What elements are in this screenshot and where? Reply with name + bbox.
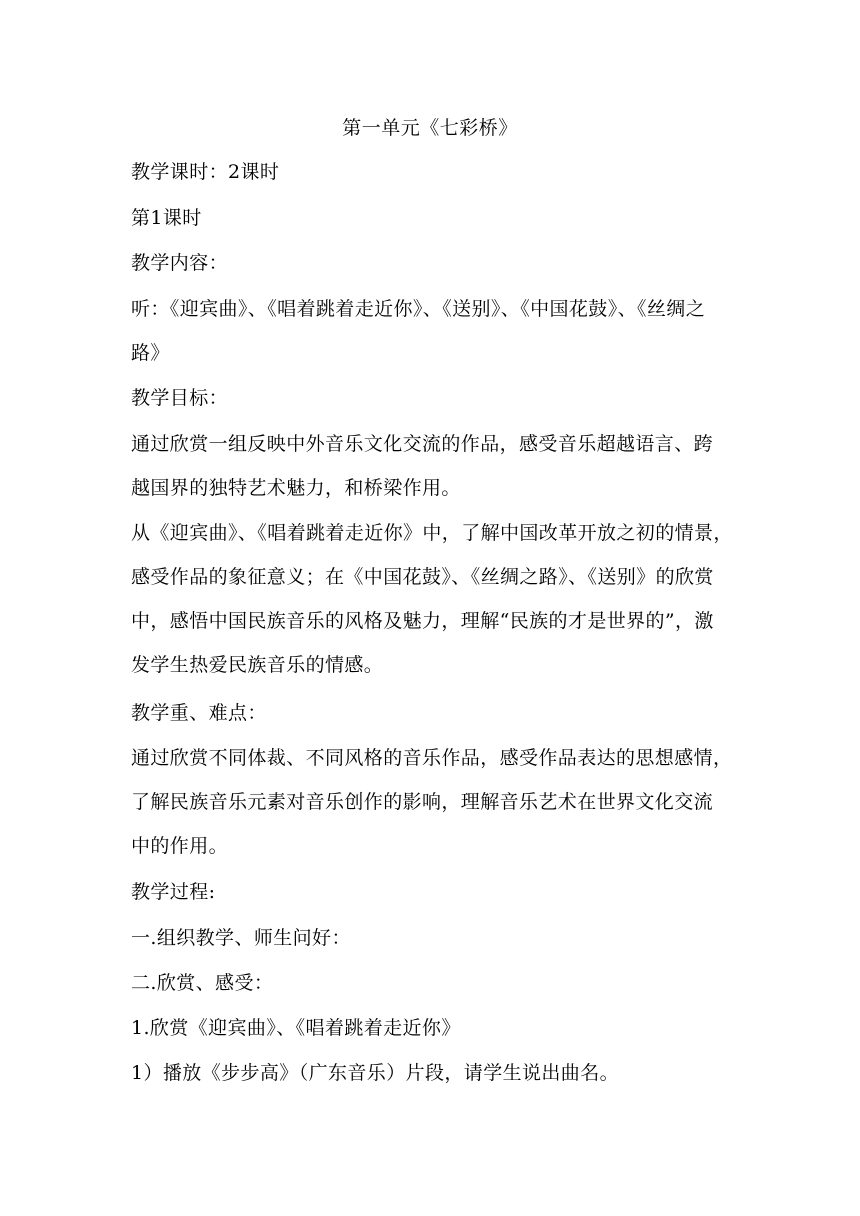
process-heading: 教学过程:: [131, 881, 216, 903]
process-step-2-1-1: 1）播放《步步高》（广东音乐）片段，请学生说出曲名。: [131, 1062, 619, 1084]
teaching-hours: 教学课时：2课时: [131, 161, 280, 183]
lesson-number: 第1课时: [131, 207, 202, 229]
goal-line: 中，感悟中国民族音乐的风格及魅力，理解“民族的才是世界的”，激: [131, 610, 714, 632]
goal-paragraph-1: [131, 429, 731, 517]
goal-heading: 教学目标：: [131, 387, 229, 409]
goal-line: 通过欣赏一组反映中外音乐文化交流的作品，感受音乐超越语言、跨: [131, 433, 714, 455]
key-line: 中的作用。: [131, 835, 229, 857]
key-line: 了解民族音乐元素对音乐创作的影响，理解音乐艺术在世界文化交流: [131, 791, 714, 813]
key-points-heading: 教学重、难点：: [131, 702, 267, 724]
goal-line: 感受作品的象征意义；在《中国花鼓》、《丝绸之路》、《送别》的欣赏: [131, 566, 714, 588]
goal-line: 从《迎宾曲》、《唱着跳着走近你》中，了解中国改革开放之初的情景，: [131, 522, 733, 544]
content-paragraph: [131, 294, 731, 382]
document-title: 第一单元《七彩桥》: [342, 117, 518, 139]
process-step-2: 二.欣赏、感受：: [131, 972, 274, 994]
goal-line: 发学生热爱民族音乐的情感。: [131, 654, 384, 676]
goal-line: 越国界的独特艺术魅力，和桥梁作用。: [131, 477, 461, 499]
key-line: 通过欣赏不同体裁、不同风格的音乐作品，感受作品表达的思想感情，: [131, 747, 733, 769]
content-line: 听：《迎宾曲》、《唱着跳着走近你》、《送别》、《中国花鼓》、《丝绸之: [131, 298, 706, 320]
goal-paragraph-2: [131, 518, 731, 694]
content-heading: 教学内容：: [131, 252, 229, 274]
content-line: 路》: [131, 342, 170, 364]
key-points-paragraph: [131, 743, 731, 875]
process-step-1: 一.组织教学、师生问好：: [131, 927, 351, 949]
process-step-2-1: 1.欣赏《迎宾曲》、《唱着跳着走近你》: [131, 1017, 461, 1039]
